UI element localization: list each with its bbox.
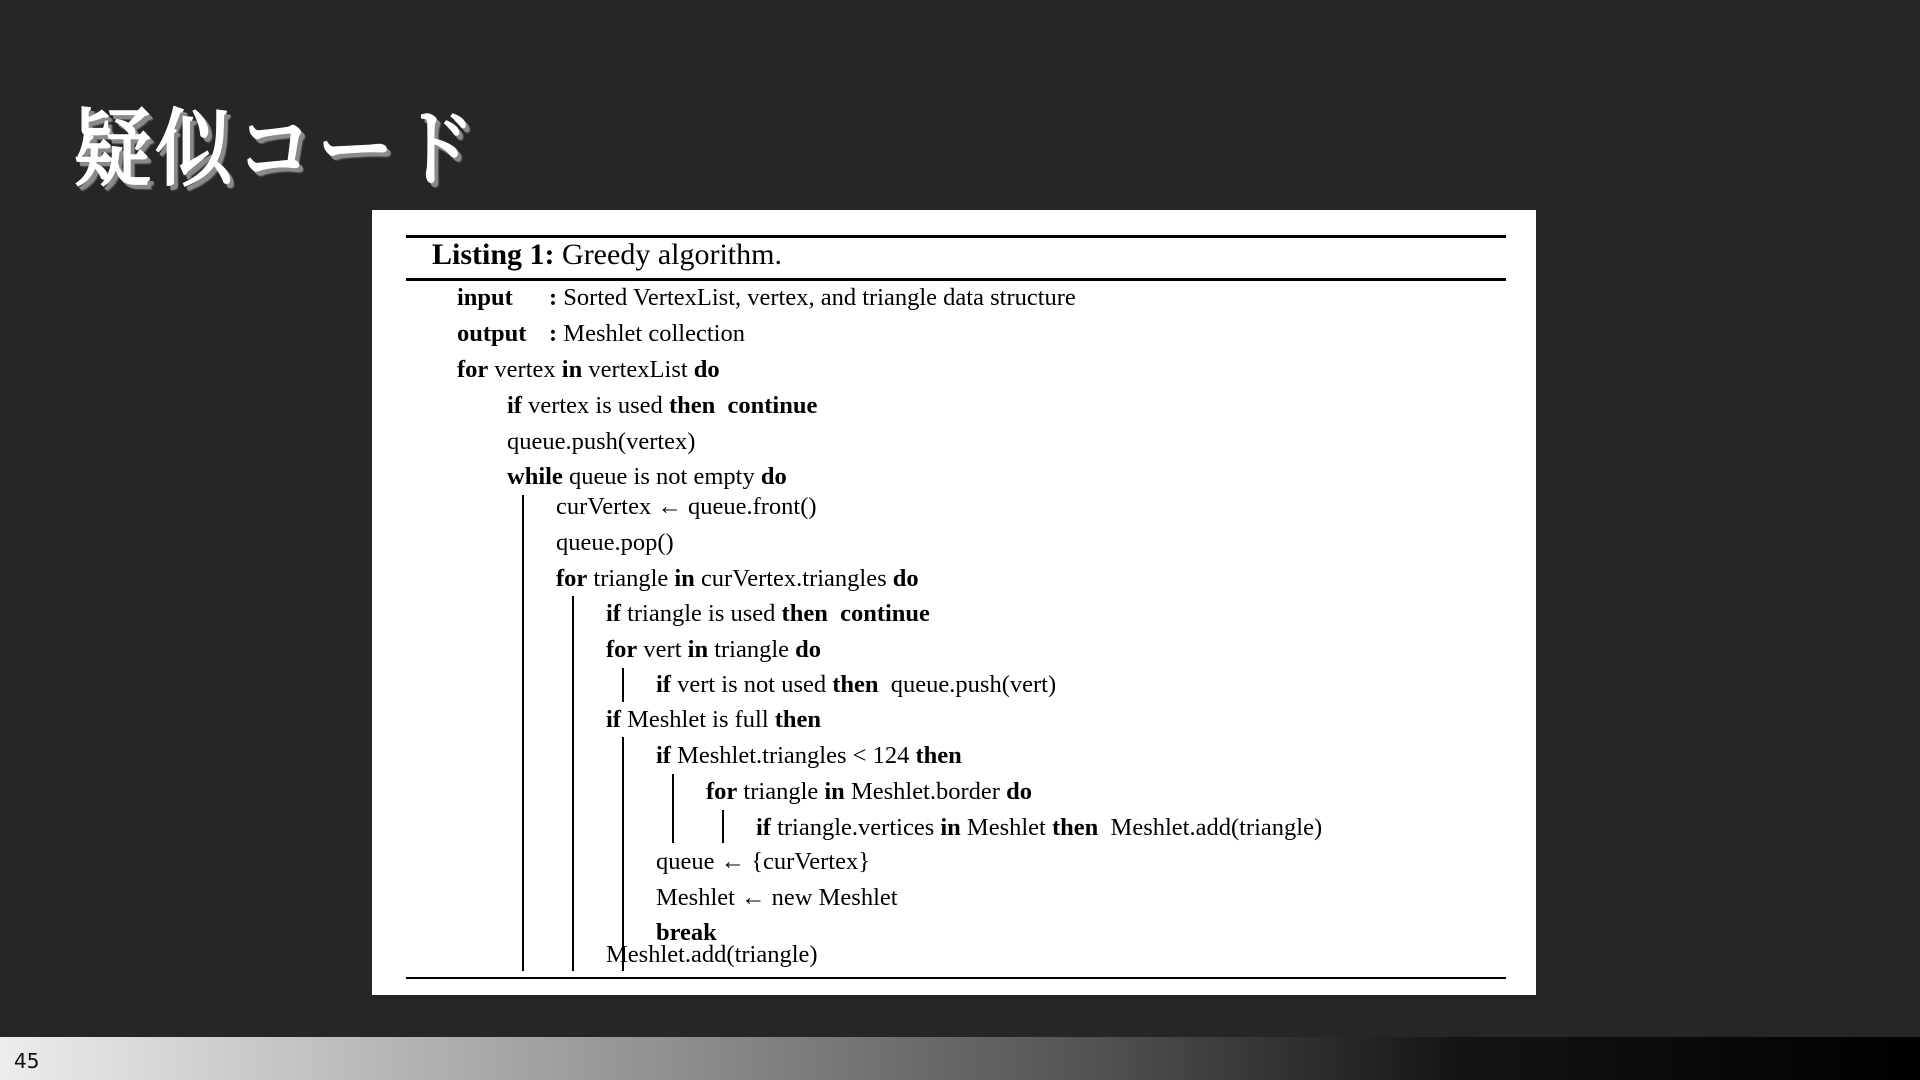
for-vert-block-bar [622, 668, 624, 702]
code-line-while: while queue is not empty do [507, 463, 787, 490]
code-line-new-meshlet: Meshlet ← new Meshlet [656, 884, 898, 911]
algorithm-listing-figure [372, 210, 1536, 995]
code-line-meshlet-add: Meshlet.add(triangle) [606, 941, 818, 968]
bottom-rule [406, 977, 1506, 979]
code-line-if-vert-not-used: if vert is not used then queue.push(vert) [656, 671, 1057, 698]
code-line-if-vertices-in-meshlet: if triangle.vertices in Meshlet then Meshlet.add(triangle) [756, 814, 1323, 841]
caption-label: Listing 1: [432, 238, 555, 271]
footer-bar [0, 1037, 1920, 1080]
if-full-block-bar [622, 737, 624, 971]
code-line-input: input [457, 284, 513, 311]
while-block-bar [522, 495, 524, 971]
listing-caption [432, 240, 782, 270]
for-triangle-block-bar [572, 596, 574, 971]
page-number: 45 [14, 1049, 40, 1073]
code-line-for-vertex: for vertex in vertexList do [457, 356, 720, 383]
code-line-cur-vertex: curVertex ← queue.front() [556, 493, 817, 520]
if-triangles-block-bar [672, 774, 674, 843]
code-line-output-desc: : Meshlet collection [549, 320, 745, 347]
code-line-input-desc: : Sorted VertexList, vertex, and triangle data structure [549, 284, 1076, 311]
header-rule [406, 278, 1506, 281]
slide-title: 疑似コード [74, 100, 479, 198]
code-line-if-vertex-used: if vertex is used then continue [507, 392, 818, 419]
code-line-output: output [457, 320, 527, 347]
caption-text: Greedy algorithm. [562, 238, 782, 271]
code-line-for-vert: for vert in triangle do [606, 636, 822, 663]
code-line-queue-push: queue.push(vertex) [507, 428, 696, 455]
code-line-queue-pop: queue.pop() [556, 529, 674, 556]
code-line-for-border: for triangle in Meshlet.border do [706, 778, 1032, 805]
code-line-if-meshlet-full: if Meshlet is full then [606, 706, 822, 733]
code-line-queue-reset: queue ← {curVertex} [656, 848, 870, 875]
code-line-break: break [656, 919, 717, 946]
code-line-for-triangle: for triangle in curVertex.triangles do [556, 565, 919, 592]
for-border-block-bar [722, 810, 724, 843]
code-line-if-meshlet-triangles: if Meshlet.triangles < 124 then [656, 742, 962, 769]
code-line-if-triangle-used: if triangle is used then continue [606, 600, 930, 627]
